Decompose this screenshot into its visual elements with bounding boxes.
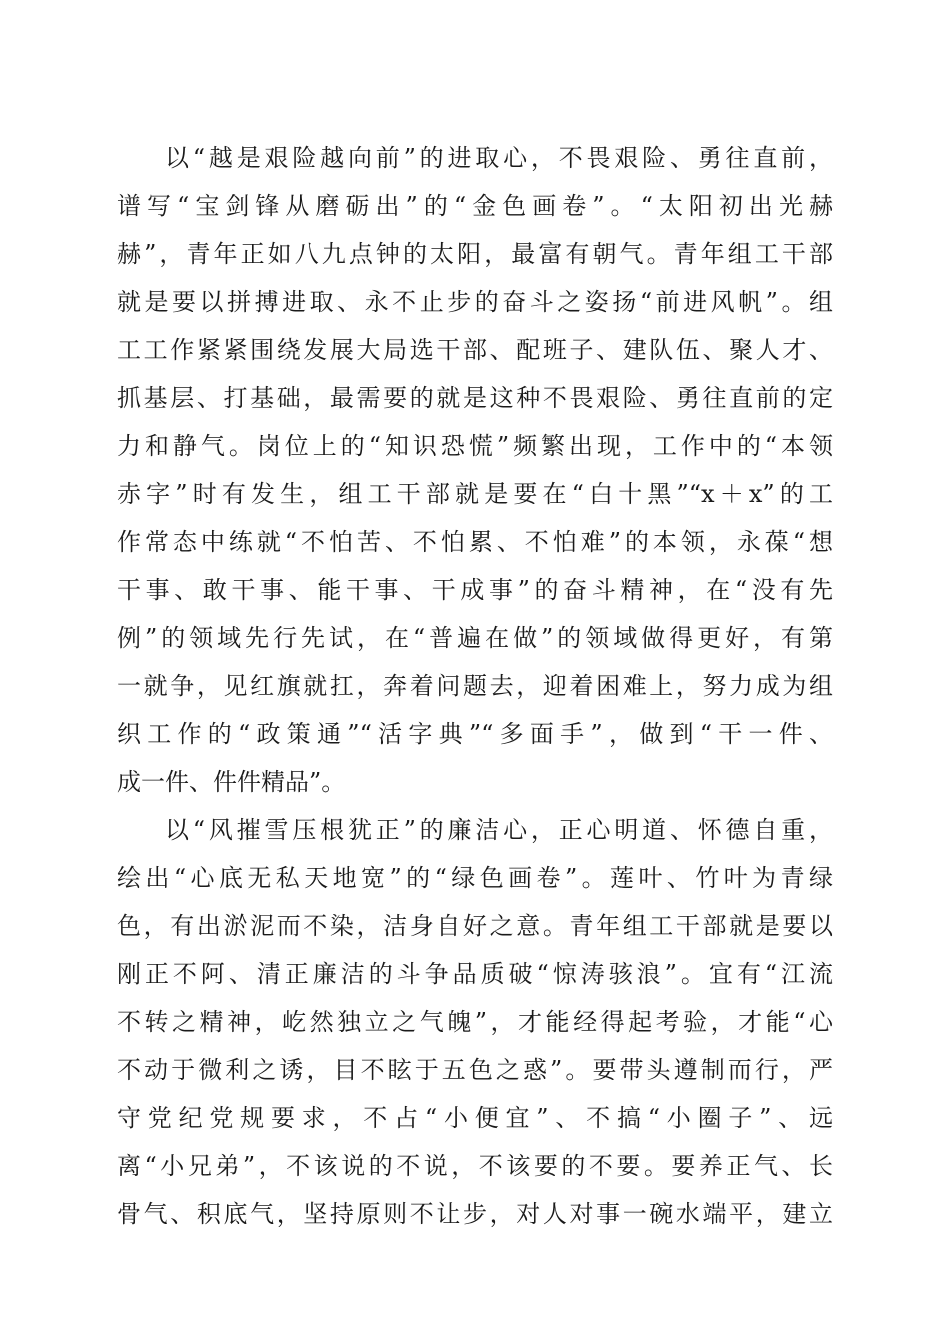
text-line: 不动于微利之诱，目不眩于五色之惑”。要带头遵制而行，严 bbox=[117, 1056, 833, 1084]
text-line: 工工作紧紧围绕发展大局选干部、配班子、建队伍、聚人才、 bbox=[117, 336, 833, 364]
text-line: 离“小兄弟”，不该说的不说，不该要的不要。要养正气、长 bbox=[117, 1152, 833, 1180]
text-line: 不转之精神，屹然独立之气魄”，才能经得起考验，才能“心 bbox=[117, 1008, 833, 1036]
text-line: 织工作的“政策通”“活字典”“多面手”，做到“干一件、 bbox=[117, 720, 833, 748]
text-line: 干事、敢干事、能干事、干成事”的奋斗精神，在“没有先 bbox=[117, 576, 833, 604]
text-line: 谱写“宝剑锋从磨砺出”的“金色画卷”。“太阳初出光赫 bbox=[117, 192, 833, 220]
text-line: 以“风摧雪压根犹正”的廉洁心，正心明道、怀德自重， bbox=[165, 816, 833, 844]
text-line: 例”的领域先行先试，在“普遍在做”的领域做得更好，有第 bbox=[117, 624, 833, 652]
text-line: 抓基层、打基础，最需要的就是这种不畏艰险、勇往直前的定 bbox=[117, 384, 833, 412]
paragraph-2 bbox=[117, 806, 833, 1238]
text-line: 作常态中练就“不怕苦、不怕累、不怕难”的本领，永葆“想 bbox=[117, 528, 833, 556]
text-line: 赫”，青年正如八九点钟的太阳，最富有朝气。青年组工干部 bbox=[117, 240, 833, 268]
text-line: 成一件、件件精品”。 bbox=[117, 768, 346, 796]
text-line: 刚正不阿、清正廉洁的斗争品质破“惊涛骇浪”。宜有“江流 bbox=[117, 960, 833, 988]
text-line: 守党纪党规要求，不占“小便宜”、不搞“小圈子”、远 bbox=[117, 1104, 833, 1132]
text-line: 色，有出淤泥而不染，洁身自好之意。青年组工干部就是要以 bbox=[117, 912, 833, 940]
text-line: 力和静气。岗位上的“知识恐慌”频繁出现，工作中的“本领 bbox=[117, 432, 833, 460]
paragraph-1 bbox=[117, 134, 833, 806]
text-line: 赤字”时有发生，组工干部就是要在“白十黑”“x＋x”的工 bbox=[117, 480, 833, 508]
text-line: 骨气、积底气，坚持原则不让步，对人对事一碗水端平，建立 bbox=[117, 1200, 833, 1228]
text-line: 一就争，见红旗就扛，奔着问题去，迎着困难上，努力成为组 bbox=[117, 672, 833, 700]
text-line: 绘出“心底无私天地宽”的“绿色画卷”。莲叶、竹叶为青绿 bbox=[117, 864, 833, 892]
text-line: 就是要以拼搏进取、永不止步的奋斗之姿扬“前进风帆”。组 bbox=[117, 288, 833, 316]
document-body bbox=[117, 134, 833, 1238]
text-line: 以“越是艰险越向前”的进取心，不畏艰险、勇往直前， bbox=[165, 144, 833, 172]
